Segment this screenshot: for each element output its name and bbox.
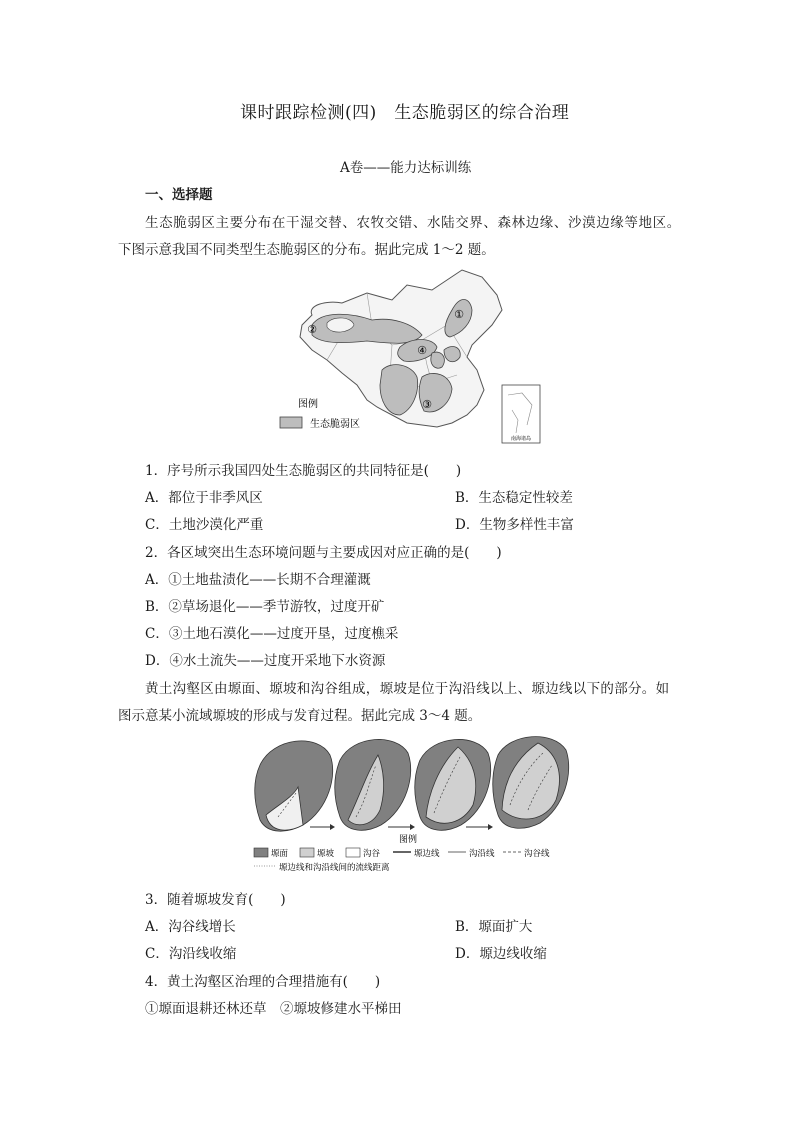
q3-option-c[interactable]: C．沟沿线收缩 [145, 946, 237, 962]
diagram-legend-title: 图例 [398, 835, 418, 845]
map-legend-label: 生态脆弱区 [310, 419, 360, 430]
page-title: 课时跟踪检测(四) 生态脆弱区的综合治理 [240, 103, 570, 123]
legend-plateau: 塬面 [271, 849, 289, 859]
legend-plateau-edge: 塬边线 [414, 849, 440, 859]
q2-option-b[interactable]: B．②草场退化——季节游牧，过度开矿 [145, 599, 385, 615]
legend-flow-distance: 塬边线和沟沿线间的流线距离 [279, 863, 390, 873]
stage-1 [255, 741, 333, 831]
q4-items: ①塬面退耕还林还草 ②塬坡修建水平梯田 [145, 1001, 402, 1017]
q3-option-b[interactable]: B．塬面扩大 [455, 919, 533, 935]
q4-stem: 4．黄土沟壑区治理的合理措施有( ) [145, 974, 381, 990]
q1-option-b[interactable]: B．生态稳定性较差 [455, 490, 573, 506]
inset-label: 南海诸岛 [510, 436, 532, 442]
south-sea-inset [502, 385, 540, 443]
map-legend-title: 图例 [298, 399, 318, 410]
map-legend-swatch [280, 417, 302, 428]
map-marker-3: ③ [422, 398, 432, 411]
stage-3 [415, 739, 491, 830]
q2-stem: 2．各区域突出生态环境问题与主要成因对应正确的是( ) [145, 545, 502, 561]
china-vulnerable-regions-map [272, 265, 542, 450]
q3-option-d[interactable]: D．塬边线收缩 [455, 946, 547, 962]
q3-option-a[interactable]: A．沟谷线增长 [145, 919, 236, 935]
map-marker-1: ① [454, 308, 464, 321]
q2-option-a[interactable]: A．①土地盐渍化——长期不合理灌溉 [145, 572, 371, 588]
q1-option-c[interactable]: C．土地沙漠化严重 [145, 517, 264, 533]
q1-option-a[interactable]: A．都位于非季风区 [145, 490, 263, 506]
intro2-line2: 图示意某小流域塬坡的形成与发育过程。据此完成 3～4 题。 [118, 708, 482, 724]
q2-option-d[interactable]: D．④水土流失——过度开采地下水资源 [145, 653, 386, 669]
q3-stem: 3．随着塬坡发育( ) [145, 892, 286, 908]
legend-valley-line: 沟谷线 [524, 849, 550, 859]
map-marker-4: ④ [417, 344, 427, 357]
intro2-line1: 黄土沟壑区由塬面、塬坡和沟谷组成，塬坡是位于沟沿线以上、塬边线以下的部分。如 [145, 681, 670, 697]
intro1-line2: 下图示意我国不同类型生态脆弱区的分布。据此完成 1～2 题。 [118, 242, 495, 258]
q1-stem: 1．序号所示我国四处生态脆弱区的共同特征是( ) [145, 463, 462, 479]
stage-4 [493, 737, 569, 829]
slope-development-diagram [248, 725, 578, 875]
legend-valley: 沟谷 [363, 849, 381, 859]
q2-option-c[interactable]: C．③土地石漠化——过度开垦，过度樵采 [145, 626, 399, 642]
map-marker-2: ② [307, 323, 317, 336]
stage-2 [335, 739, 411, 830]
intro1-line1: 生态脆弱区主要分布在干湿交替、农牧交错、水陆交界、森林边缘、沙漠边缘等地区。 [145, 215, 681, 231]
part-heading: 一、选择题 [145, 187, 213, 203]
legend-gully-edge: 沟沿线 [469, 849, 495, 859]
legend-slope: 塬坡 [317, 849, 335, 859]
section-title: A卷——能力达标训练 [340, 160, 472, 176]
q1-option-d[interactable]: D．生物多样性丰富 [455, 517, 574, 533]
